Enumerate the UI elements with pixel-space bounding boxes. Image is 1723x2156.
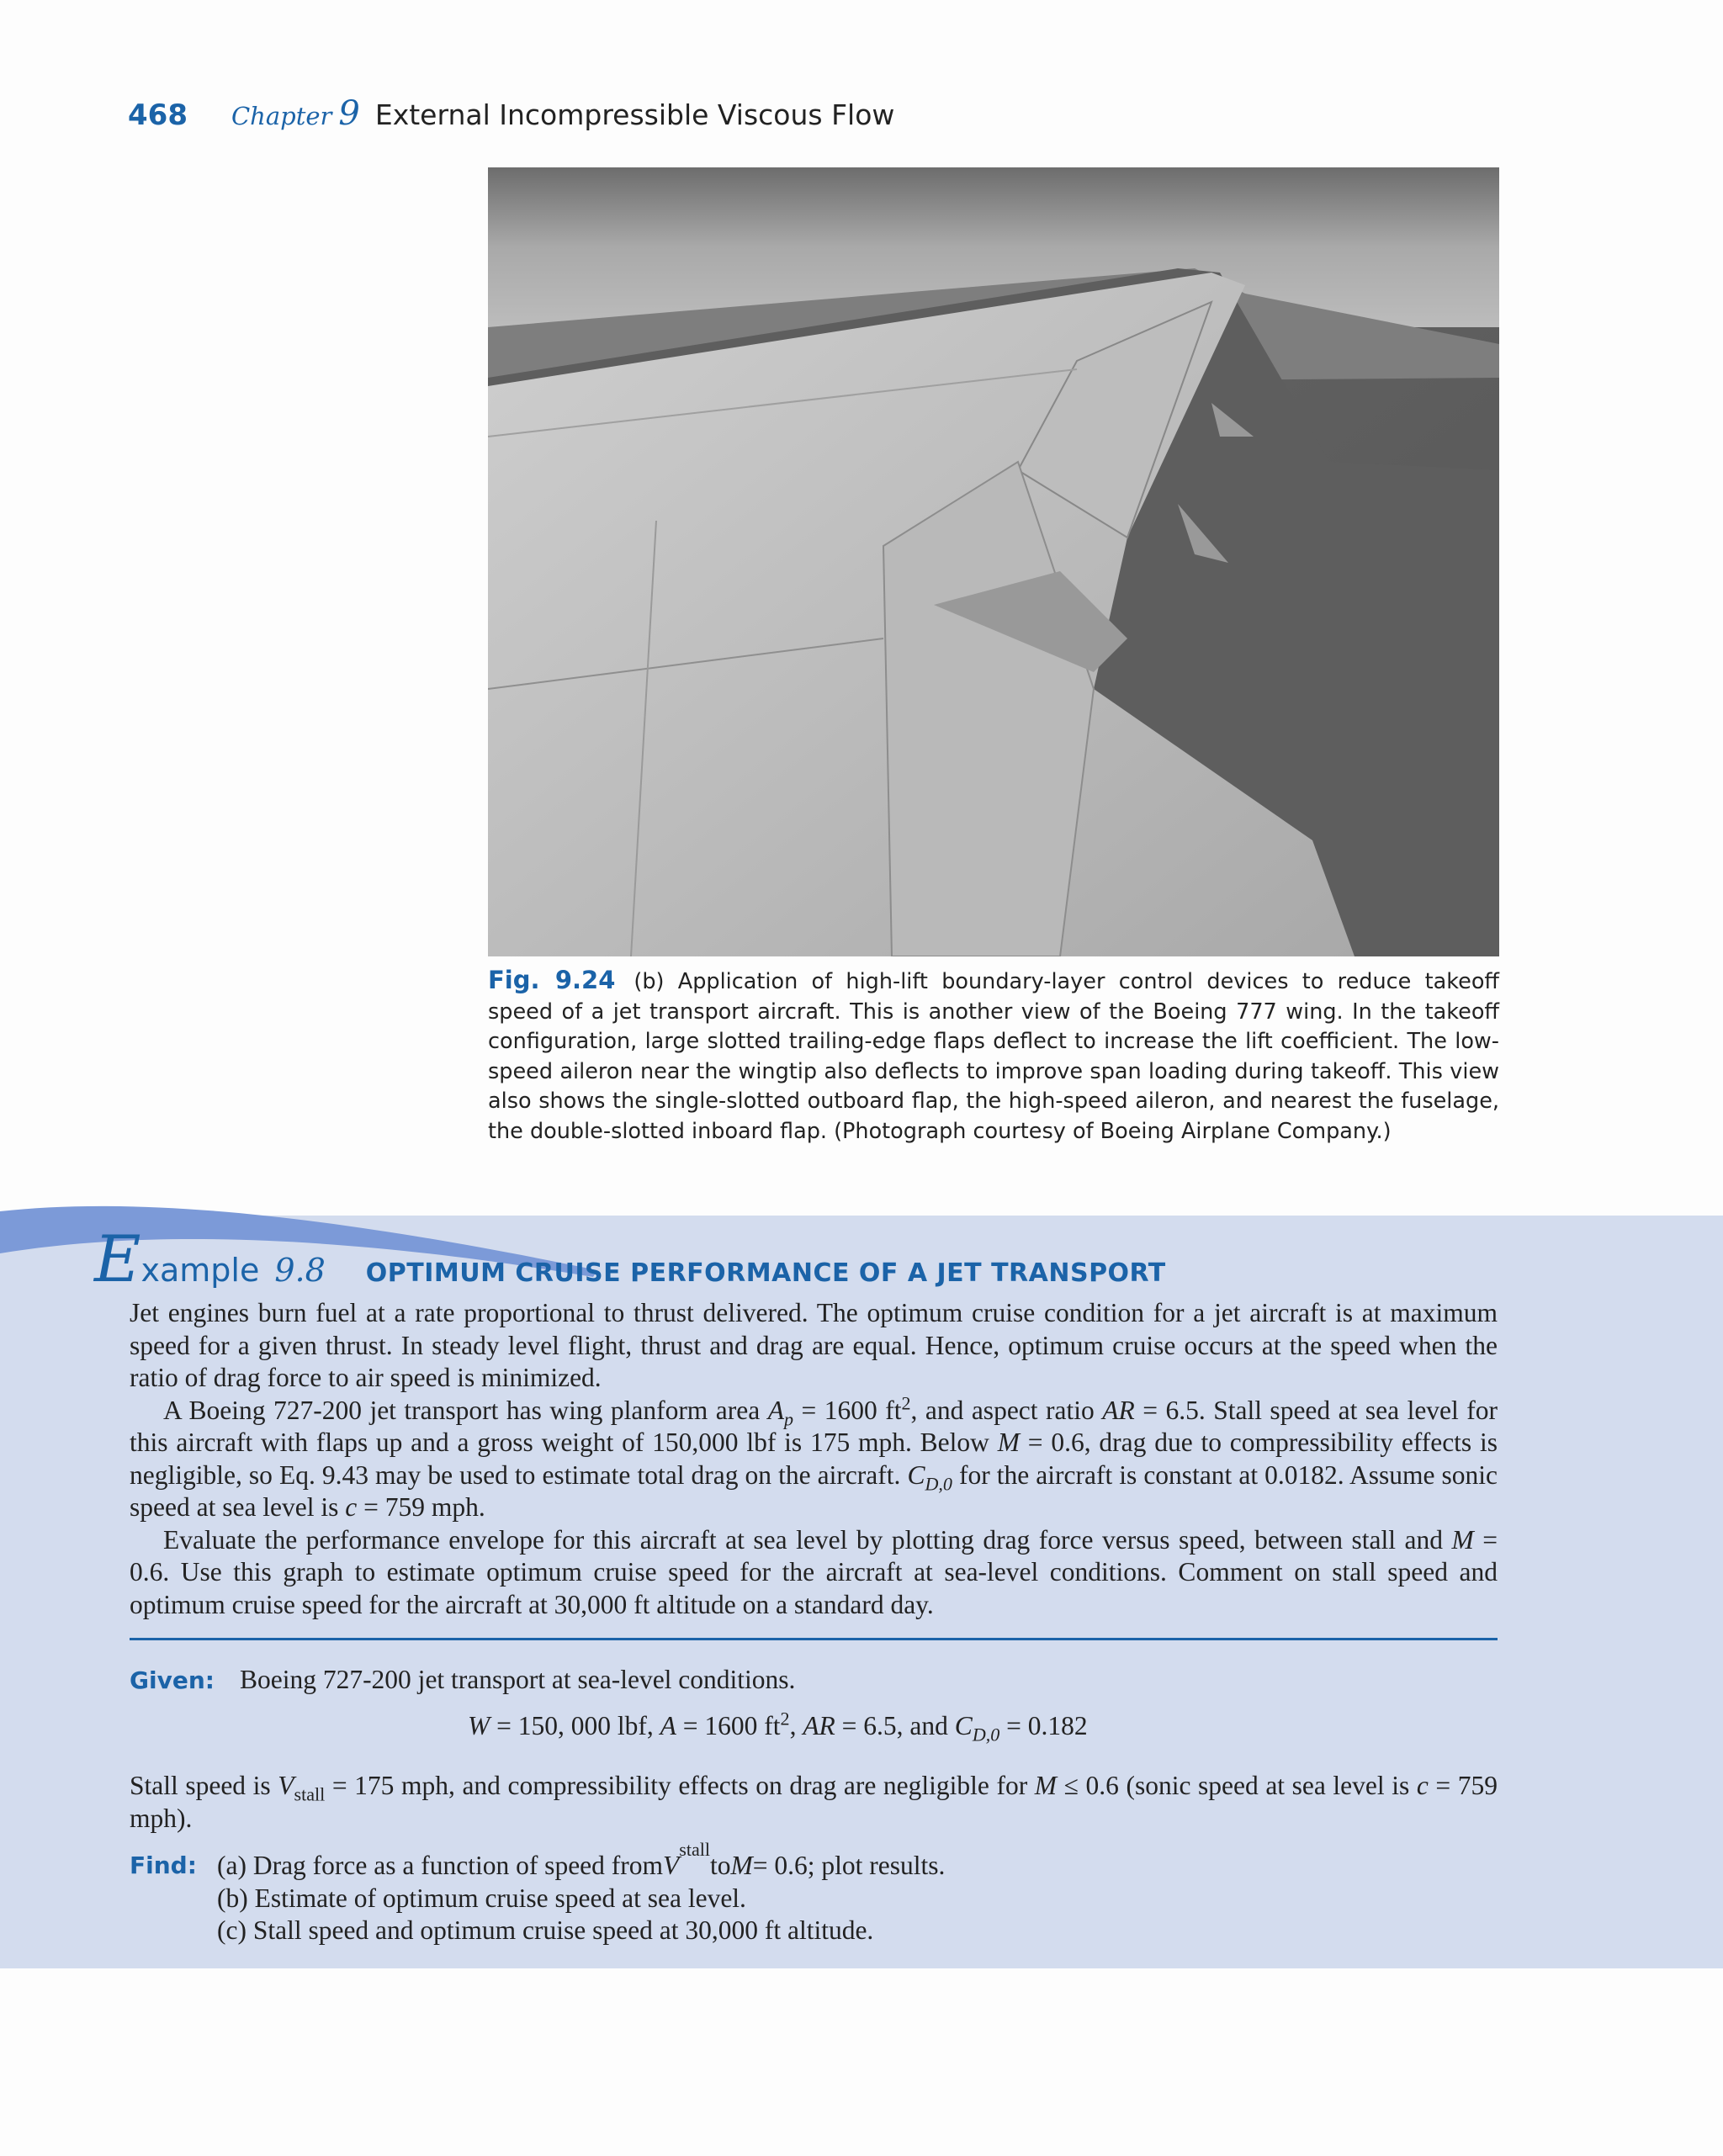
find-symbol-M: M [730,1851,753,1880]
symbol-V: V [278,1771,294,1800]
find-a-post: = 0.6; plot results. [752,1851,946,1880]
eq-CD: C [954,1711,973,1740]
symbol-AR: AR [1102,1395,1135,1425]
paragraph-3 [130,1524,1498,1622]
find-symbol-stall: stall [679,1839,711,1860]
find-label: Find: [130,1851,197,1879]
page-number: 468 [128,98,188,132]
figure-caption-text: (b) Application of high-lift boundary-layer control devices to reduce takeoff speed of a jet transport aircraft. This is another view of the Boeing 777 wing. In the takeoff configuration, large slotted trailing-edge flaps deflect to increase the lift coefficient. The low-speed aileron near the wingtip also deflects to improve span loading during takeoff. This view also shows the single-slotted outboard flap, the high-speed aileron, and nearest the fuselage, the double-slotted inboard flap. (Photograph courtesy of Boeing Airplane Company.) [488,969,1499,1144]
symbol-stall: stall [294,1783,326,1805]
p2-text-b: = 1600 ft [793,1395,902,1425]
figure-label: Fig. 9.24 [488,966,616,994]
eq-exponent-2: 2 [780,1708,790,1730]
eq-AR-value: = 6.5, and [835,1711,955,1740]
paragraph-2 [130,1392,1498,1524]
symbol-p: p [783,1407,793,1429]
find-symbol-V: V [663,1851,680,1880]
eq-CD-value: = 0.182 [999,1711,1088,1740]
symbol-M-2: M [1451,1524,1474,1555]
eq-A: A [660,1711,676,1740]
example-heading [94,1221,1166,1296]
stall-text-c: ≤ 0.6 (sonic speed at sea level is [1057,1771,1417,1800]
p2-text-f: for the aircraft is constant at 0.0182. Assume sonic speed at sea level is [130,1459,1498,1522]
find-row-c [130,1915,945,1947]
p2-text-d: = 6.5. Stall speed at sea level for this aircraft with flaps up and a gross weight of 150,000 lbf is 175 mph. Below [130,1395,1498,1457]
example-title: OPTIMUM CRUISE PERFORMANCE OF A JET TRANSPORT [365,1258,1166,1288]
symbol-M-3: M [1034,1771,1058,1800]
eq-AR: AR [803,1711,835,1740]
symbol-M: M [997,1428,1020,1457]
find-c-text: (c) Stall speed and optimum cruise speed at 30,000 ft altitude. [217,1915,874,1945]
stall-statement [130,1770,1498,1835]
stall-text-a: Stall speed is [130,1771,278,1800]
eq-W-value: = 150, 000 lbf, [490,1711,660,1740]
given-equation: W = 150, 000 lbf, A = 1600 $ft^2$, AR = 6.5, and $C_{D,0} = 0.182$ [468,1708,1088,1745]
chapter-title: External Incompressible Viscous Flow [374,98,895,131]
wing-illustration [488,167,1499,956]
figure-caption [488,966,1499,1147]
p3-text-b: = 0.6. Use this graph to estimate optimum cruise speed for the aircraft at sea-level conditions. Comment on stall speed and optimum cruise speed for the aircraft at 30,000 ft altitude on a standard day. [130,1524,1498,1619]
symbol-c-2: c [1416,1771,1429,1800]
find-block [130,1839,946,1947]
find-row-b [130,1883,945,1915]
p2-text-a: A Boeing 727-200 jet transport has wing planform area [163,1395,768,1425]
symbol-A: A [767,1395,784,1425]
eq-A-value: = 1600 ft [676,1711,781,1740]
example-initial: E [94,1221,141,1296]
p2-text-g: = 759 mph. [357,1492,485,1522]
chapter-word: Chapter [231,102,332,130]
p3-text-a: Evaluate the performance envelope for this aircraft at sea level by plotting drag force versus speed, between stall and [163,1524,1452,1555]
symbol-c: c [345,1492,358,1522]
find-b-text: (b) Estimate of optimum cruise speed at sea level. [217,1883,746,1913]
stall-text-d: = 759 mph). [130,1771,1498,1833]
eq-W: W [468,1711,490,1740]
find-a-text: (a) Drag force as a function of speed from [217,1851,664,1880]
example-number: 9.8 [274,1252,326,1289]
exponent-2: 2 [901,1392,911,1413]
symbol-D0: D,0 [925,1472,952,1494]
problem-statement [130,1297,1498,1621]
chapter-number: 9 [338,94,360,133]
stall-text-b: = 175 mph, and compressibility effects on drag are negligible for [325,1771,1035,1800]
find-a-mid: to [710,1851,731,1880]
wing-photograph [488,167,1499,956]
p2-text-c: , and aspect ratio [910,1395,1103,1425]
given-label: Given: [130,1666,215,1694]
p2-text-e: = 0.6, drag due to compressibility effects is negligible, so Eq. 9.43 may be used to estimate total drag on the aircraft. [130,1428,1498,1490]
running-header [128,94,894,136]
eq-CD-sub: D,0 [972,1724,1000,1745]
find-row-a [130,1839,946,1883]
given-line [130,1665,795,1695]
symbol-C: C [907,1459,925,1490]
paragraph-1: Jet engines burn fuel at a rate proportional to thrust delivered. The optimum cruise condition for a jet aircraft is at maximum speed for a given thrust. In steady level flight, thrust and drag are equal. Hence, optimum cruise occurs at the speed when the ratio of drag force to air speed is minimized. [130,1298,1498,1392]
example-word: xample [140,1252,260,1289]
given-text: Boeing 727-200 jet transport at sea-level conditions. [239,1665,796,1694]
section-divider [130,1638,1498,1640]
